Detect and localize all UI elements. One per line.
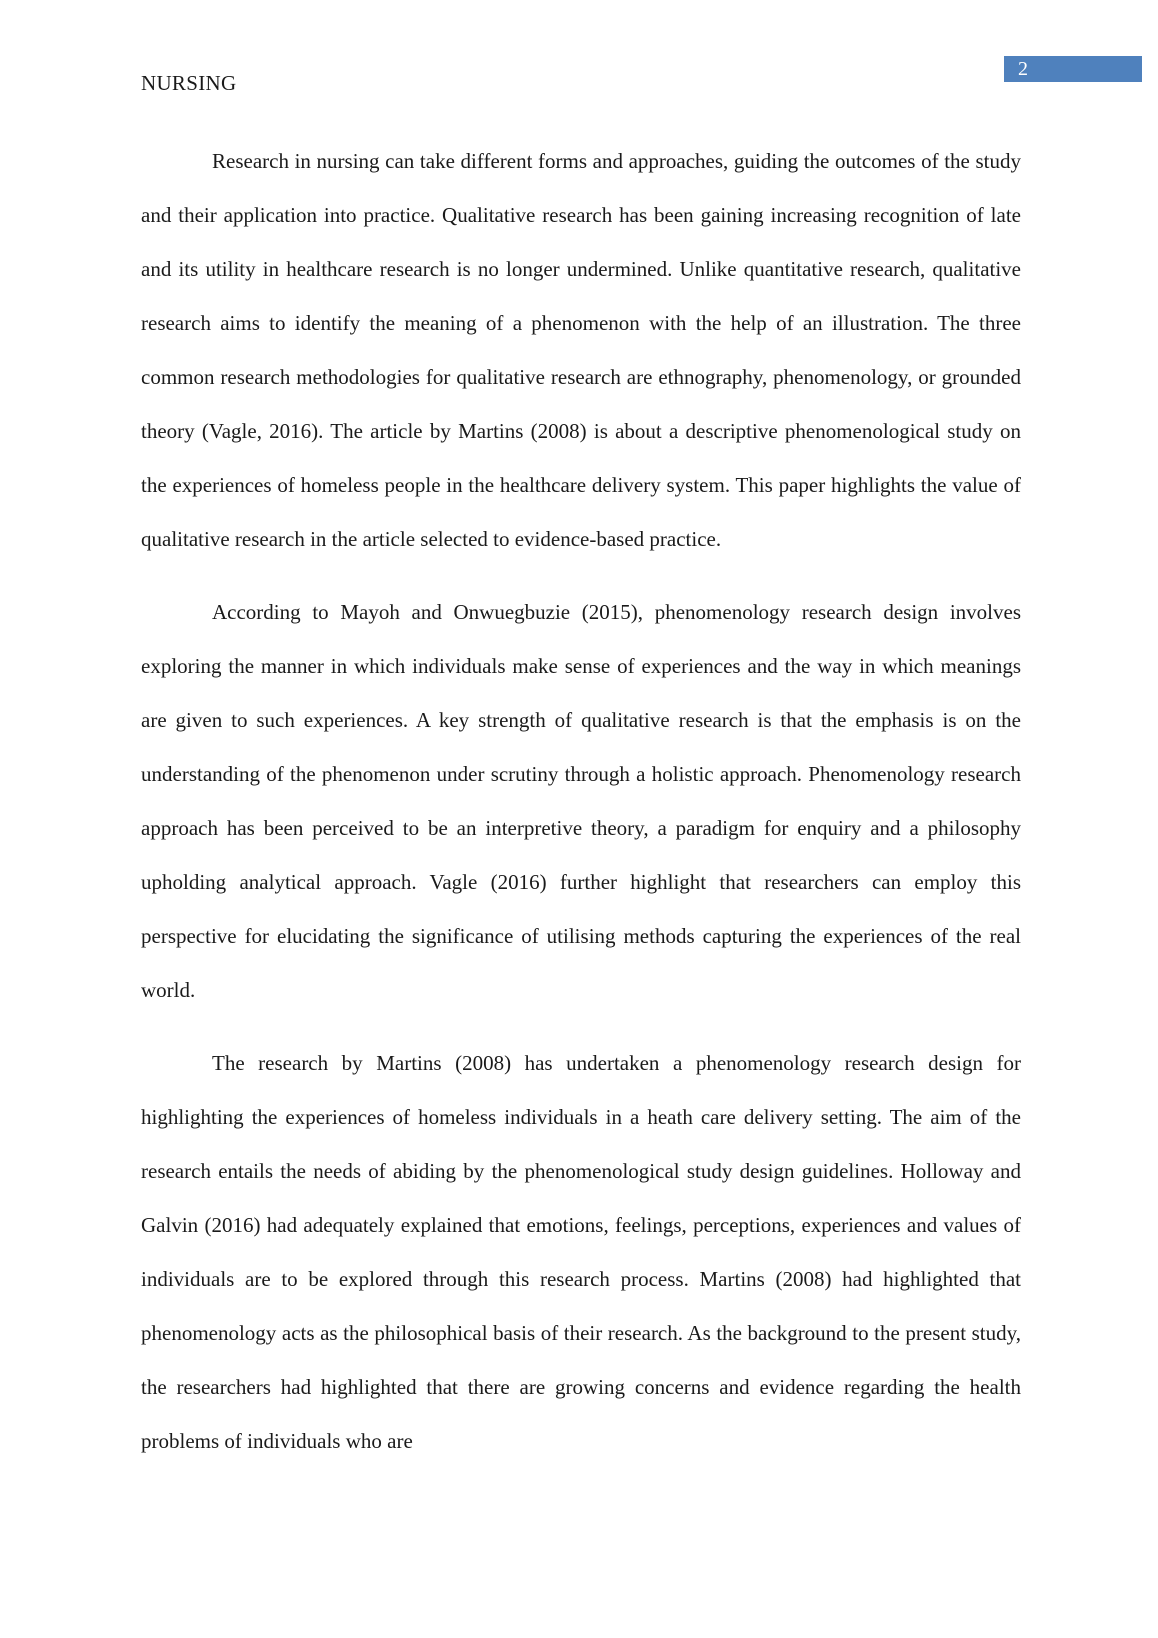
paragraph-2: According to Mayoh and Onwuegbuzie (2015), phenomenology research design involves exploring the manner in which individuals make sense of experiences and the way in which meanings are given to such experiences. A key strength of qualitative research is that the emphasis is on the understanding of the phenomenon under scrutiny through a holistic approach. Phenomenology research approach has been perceived to be an interpretive theory, a paradigm for enquiry and a philosophy upholding analytical approach. Vagle (2016) further highlight that researchers can employ this perspective for elucidating the significance of utilising methods capturing the experiences of the real world. <box>141 600 1021 1002</box>
document-body <box>141 134 1021 1468</box>
paragraph-3: The research by Martins (2008) has undertaken a phenomenology research design for highlighting the experiences of homeless individuals in a heath care delivery setting. The aim of the research entails the needs of abiding by the phenomenological study design guidelines. Holloway and Galvin (2016) had adequately explained that emotions, feelings, perceptions, experiences and values of individuals are to be explored through this research process. Martins (2008) had highlighted that phenomenology acts as the philosophical basis of their research. As the background to the present study, the researchers had highlighted that there are growing concerns and evidence regarding the health problems of individuals who are <box>141 1051 1021 1453</box>
page-number: 2 <box>1004 56 1142 82</box>
paragraph-1: Research in nursing can take different forms and approaches, guiding the outcomes of the study and their application into practice. Qualitative research has been gaining increasing recognition of late and its utility in healthcare research is no longer undermined. Unlike quantitative research, qualitative research aims to identify the meaning of a phenomenon with the help of an illustration. The three common research methodologies for qualitative research are ethnography, phenomenology, or grounded theory (Vagle, 2016). The article by Martins (2008) is about a descriptive phenomenological study on the experiences of homeless people in the healthcare delivery system. This paper highlights the value of qualitative research in the article selected to evidence-based practice. <box>141 149 1021 551</box>
running-head: NURSING <box>141 71 237 95</box>
